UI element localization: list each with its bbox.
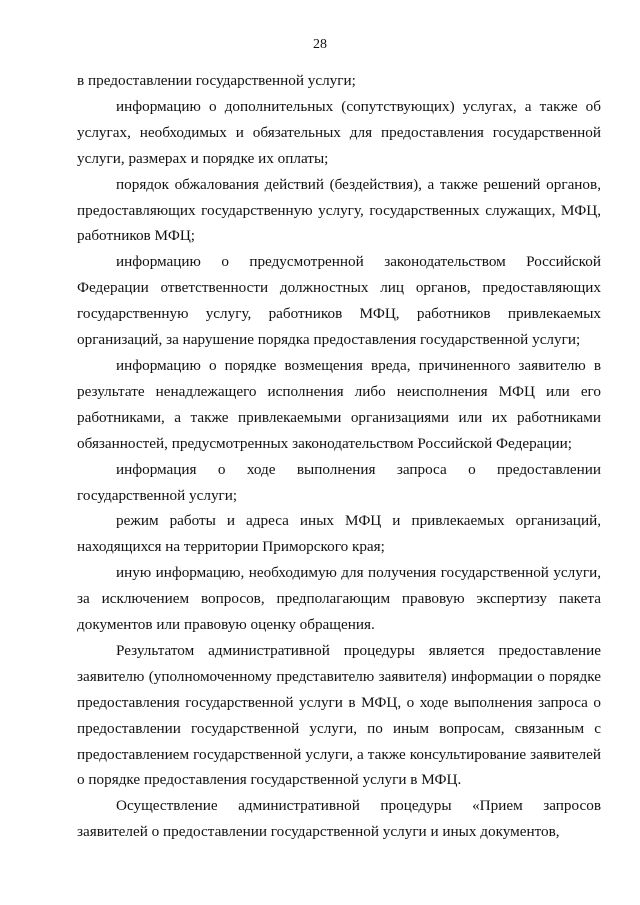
page-number: 28 [313, 37, 327, 52]
document-body [77, 68, 601, 845]
paragraph-other-information: иную информацию, необходимую для получения государственной услуги, за исключением вопросов, предполагающим правовую экспертизу пакета документов или правовую оценку обращения. [77, 564, 601, 634]
paragraph-working-hours: режим работы и адреса иных МФЦ и привлекаемых организаций, находящихся на территории Приморского края; [77, 512, 601, 556]
paragraph-request-status: информация о ходе выполнения запроса о предоставлении государственной услуги; [77, 460, 601, 504]
paragraph-appeal-procedure: порядок обжалования действий (бездействия), а также решений органов, предоставляющих государственную услугу, государственных служащих, МФЦ, работников МФЦ; [77, 175, 601, 245]
paragraph-additional-services: информацию о дополнительных (сопутствующих) услугах, а также об услугах, необходимых и обязательных для предоставления государственной услуги, размерах и порядке их оплаты; [77, 97, 601, 167]
paragraph-liability: информацию о предусмотренной законодательством Российской Федерации ответственности должностных лиц органов, предоставляющих государственную услугу, работников МФЦ, работников привлекаемых организаций, за нарушение порядка предоставления государственной услуги; [77, 253, 601, 349]
paragraph-procedure-start: Осуществление административной процедуры «Прием запросов заявителей о предоставлении государственной услуги и иных документов, [77, 797, 601, 841]
paragraph-continuation: в предоставлении государственной услуги; [77, 72, 356, 89]
paragraph-procedure-result: Результатом административной процедуры является предоставление заявителю (уполномоченному представителю заявителя) информации о порядке предоставления государственной услуги в МФЦ, о ходе выполнения запроса о предоставлении государственной услуги, по иным вопросам, связанным с предоставлением государственной услуги, а также консультирование заявителей о порядке предоставления государственной услуги в МФЦ. [77, 641, 601, 789]
paragraph-damage-compensation: информацию о порядке возмещения вреда, причиненного заявителю в результате ненадлежащего исполнения либо неисполнения МФЦ или его работниками, а также привлекаемыми организациями или их работниками обязанностей, предусмотренных законодательством Российской Федерации; [77, 356, 601, 452]
